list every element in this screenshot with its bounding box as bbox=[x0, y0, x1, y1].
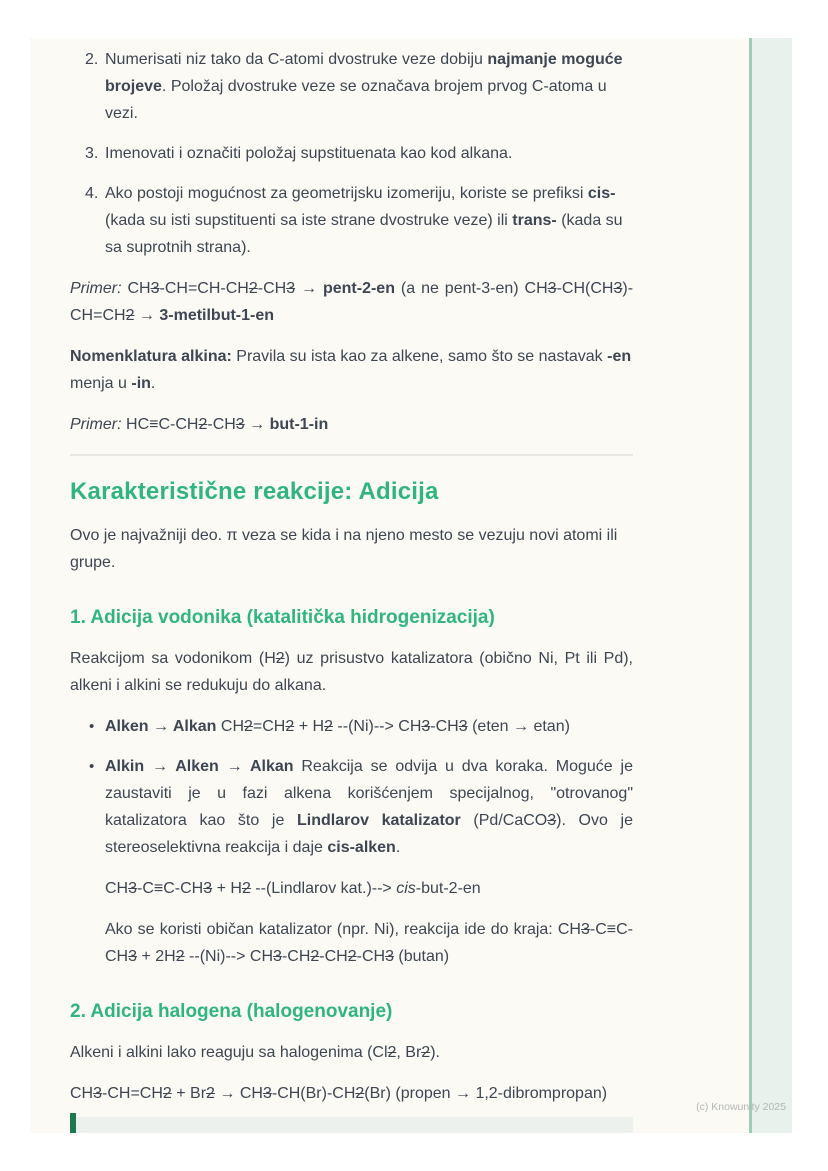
reactions-intro-paragraph: Ovo je najvažniji deo. π veza se kida i na njeno mesto se vezuju novi atomi ili grupe. bbox=[70, 527, 618, 571]
list-item-number: 3. bbox=[85, 145, 99, 162]
list-item-text: Imenovati i označiti položaj supstituenata kao kod alkana. bbox=[105, 145, 513, 162]
hydrogenation-bullet-list bbox=[70, 713, 633, 970]
bullet-item-text: Alkin → Alken → Alkan Reakcija se odvija u dva koraka. Moguće je zaustaviti je u fazi alkena korišćenjem specijalnog, "otrovanog" katalizatora kao što je Lindlarov katalizator (Pd/CaCO3). Ovo je stereoselektivna reakcija i daje cis-alken. bbox=[105, 758, 633, 856]
halogenation-equation-paragraph: CH3-CH=CH2 + Br2 → CH3-CH(Br)-CH2(Br) (propen → 1,2-dibrompropan) bbox=[70, 1085, 608, 1102]
document-content bbox=[30, 38, 792, 1107]
list-item-number: 4. bbox=[85, 185, 99, 202]
numbered-list-item bbox=[70, 140, 633, 167]
reaction-equation-paragraph: CH3-C≡C-CH3 + H2 --(Lindlarov kat.)--> cis-but-2-en bbox=[105, 880, 481, 897]
document-card bbox=[30, 38, 792, 1133]
bullet-glyph: • bbox=[89, 758, 95, 775]
section-divider bbox=[70, 454, 633, 456]
bullet-list-item bbox=[70, 753, 633, 970]
list-item-text: Ako postoji mogućnost za geometrijsku izomeriju, koriste se prefiksi cis- (kada su isti supstituenti sa iste strane dvostruke veze) ili trans- (kada su sa suprotnih strana). bbox=[105, 185, 623, 256]
hydrogenation-intro-paragraph: Reakcijom sa vodonikom (H2) uz prisustvo katalizatora (obično Ni, Pt ili Pd), alkeni i alkini se redukuju do alkana. bbox=[70, 650, 633, 694]
primer-alkyne-paragraph: Primer: HC≡C-CH2-CH3 → but-1-in bbox=[70, 416, 329, 433]
reaction-note-paragraph: Ako se koristi običan katalizator (npr. Ni), reakcija ide do kraja: CH3-C≡C-CH3 + 2H2 --(Ni)--> CH3-CH2-CH2-CH3 (butan) bbox=[105, 921, 633, 965]
section-title: Karakteristične reakcije: Adicija bbox=[70, 478, 439, 505]
alkyne-rule-paragraph: Nomenklatura alkina: Pravila su ista kao za alkene, samo što se nastavak -en menja u -in. bbox=[70, 348, 632, 392]
copyright-notice: (c) Knowunity 2025 bbox=[696, 1101, 786, 1113]
next-block-marker bbox=[70, 1113, 76, 1133]
next-block-bar bbox=[70, 1117, 633, 1133]
numbered-list-item bbox=[70, 180, 633, 261]
halogenation-subtitle: 2. Adicija halogena (halogenovanje) bbox=[70, 1001, 393, 1022]
list-item-number: 2. bbox=[85, 51, 99, 68]
list-item-text: Numerisati niz tako da C-atomi dvostruke veze dobiju najmanje moguće brojeve. Položaj dvostruke veze se označava brojem prvog C-atoma u vezi. bbox=[105, 51, 623, 122]
bullet-list-item bbox=[70, 713, 633, 740]
primer-alkene-paragraph: Primer: CH3-CH=CH-CH2-CH3 → pent-2-en (a ne pent-3-en) CH3-CH(CH3)-CH=CH2 → 3-metilbut-1-en bbox=[70, 280, 634, 324]
numbered-rule-list bbox=[70, 46, 633, 261]
halogenation-intro-paragraph: Alkeni i alkini lako reaguju sa halogenima (Cl2, Br2). bbox=[70, 1044, 440, 1061]
right-accent-band bbox=[749, 38, 792, 1133]
hydrogenation-subtitle: 1. Adicija vodonika (katalitička hidrogenizacija) bbox=[70, 607, 495, 628]
bullet-glyph: • bbox=[89, 718, 95, 735]
bullet-item-text: Alken → Alkan CH2=CH2 + H2 --(Ni)--> CH3-CH3 (eten → etan) bbox=[105, 718, 570, 735]
numbered-list-item bbox=[70, 46, 633, 127]
